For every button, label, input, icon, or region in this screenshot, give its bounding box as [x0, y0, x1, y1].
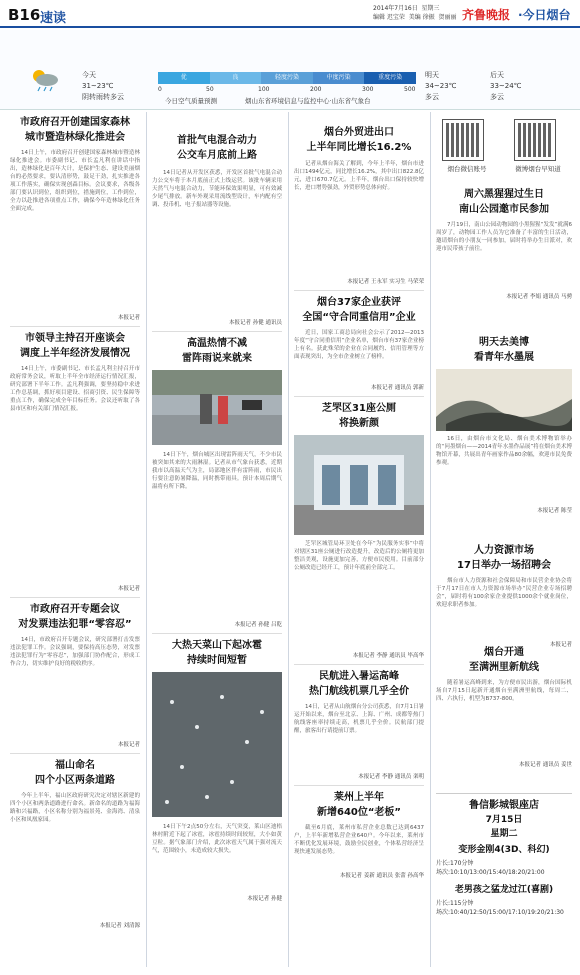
- qr-caption-wechat: 烟台微信账号: [447, 165, 487, 173]
- article-reporter: 本报记者 通讯员 郭新: [371, 385, 424, 391]
- film-info: 片长:115分钟 场次:10:40/12:50/15:00/17:10/19:20/21:30: [436, 900, 564, 916]
- article-reporter: 本报记者: [549, 642, 572, 648]
- issue-meta: [373, 4, 456, 22]
- tomorrow-temp: 34~23℃: [425, 82, 457, 90]
- article-title: 高温热情不减 雷阵雨说来就来: [182, 338, 252, 364]
- article-body: 14日，市政府召开专题会议，研究部署打击发票违法犯罪工作。会议强调，要保持高压态势，对发票违法犯罪行为“零容忍”，加强部门协作配合，形成工作合力，切实维护良好的税收秩序。: [10, 637, 140, 667]
- article-body: 芝罘区城管局环卫处在今年“为民服务实事”中将对辖区31座公厕进行改造提升，改造后的公厕将更加整洁美观，设施更加完善，方便市民使用。目前部分公厕改造已经开工，预计年底前全部完工。: [294, 541, 424, 571]
- cinema-schedule: [436, 793, 572, 917]
- thunderstorm-icon: [30, 68, 60, 92]
- aqi-tick: 50: [206, 86, 214, 93]
- column-2: [152, 115, 282, 903]
- article-reporter: 本报记者: [117, 586, 140, 592]
- article-reporter: 本报记者: [117, 742, 140, 748]
- divider: [294, 785, 424, 786]
- today-label: 今天: [82, 71, 96, 79]
- aqi-level-excellent: 优: [158, 72, 210, 84]
- article-title: 市政府召开创建国家森林 城市暨造林绿化推进会: [20, 117, 130, 143]
- column-divider: [146, 112, 147, 967]
- toilet-photo: [294, 435, 424, 535]
- article-reporter: 本报记者 孙健: [247, 896, 282, 902]
- cinema-weekday: 星期二: [490, 829, 518, 839]
- article-title: 大热天菜山下起冰雹 持续时间短暂: [172, 640, 262, 666]
- divider: [152, 331, 282, 332]
- qr-code-wechat[interactable]: [442, 119, 484, 161]
- article: [436, 645, 572, 769]
- ink-painting-photo: [436, 369, 572, 431]
- station-label: 烟山东省环境信息与监控中心·山东省气象台: [245, 97, 371, 105]
- divider: [10, 597, 140, 598]
- weather-today: [82, 70, 124, 103]
- article-reporter: 本报记者 孙健 吕乾: [234, 622, 282, 628]
- aqi-tick: 100: [258, 86, 270, 93]
- tomorrow-desc: 多云: [425, 93, 439, 101]
- qr-code-weibo[interactable]: [514, 119, 556, 161]
- rain-scene-image: [152, 370, 282, 445]
- article-title: 人力资源市场 17日举办一场招聘会: [457, 545, 551, 571]
- article: [436, 187, 572, 301]
- after-label: 后天: [490, 71, 504, 79]
- article-reporter: 本报记者 陈莹: [537, 508, 572, 514]
- article-body: 7月19日，南山公园动物园的小黑猩猩“发发”就满6周岁了，动物园工作人员为它准备了丰富的生日活动，邀请烟台的小朋友一同参加，届时将举办生日派对，欢迎市民带孩子前往。: [436, 222, 572, 252]
- divider: [10, 326, 140, 327]
- article-reporter: 本报记者 李娟 通讯员 马骋: [506, 294, 572, 300]
- aqi-bar: [158, 72, 416, 84]
- after-temp: 33~24℃: [490, 82, 522, 90]
- article-body: 14日上午，市政府召开创建国家森林城市暨造林绿化推进会。市委副书记、市长孟凡利在讲话中指出，造林绿化是百年大计，是保护生态、建设美丽烟台的必然要求，要认清形势，鼓足干劲，扎实推进各项工作落实，确保实现创森目标。会议要求，各级各部门要认识到位，组织到位，措施到位，工作到位，全力以赴推进各项重点工作，确保今年造林绿化任务全面完成。: [10, 150, 140, 212]
- article-body: 今年上半年，福山区政府研究决定对辖区新建的四个小区和两条道路进行命名。新命名的道路为福海路和兴福路，小区名称分别为福景苑、金海湾、清泉小区和凤凰家园。: [10, 793, 140, 823]
- film-title: 老男孩之猛龙过江(喜剧): [454, 885, 554, 895]
- weather-tomorrow: [425, 70, 457, 103]
- article: [10, 331, 140, 593]
- divider: [294, 290, 424, 291]
- rain-photo: [152, 370, 282, 445]
- aqi-tick: 200: [310, 86, 322, 93]
- article-body: 14日下午2点50分左右，天气突变，莱山区迪梧林村附近下起了冰雹，冰雹持续时间较短，大小如黄豆粒。据气象部门介绍，此次冰雹天气属于强对流天气，范围较小，未造成较大损失。: [152, 824, 282, 854]
- article-reporter: 本报记者 刘清源: [99, 923, 140, 929]
- brand-sub: ·今日烟台: [518, 8, 571, 22]
- cinema-name: 鲁信影城银座店: [469, 800, 539, 811]
- cinema-date: 7月15日: [485, 815, 523, 825]
- hail-ground-image: [152, 672, 282, 817]
- article-title: 市领导主持召开座谈会 调度上半年经济发展情况: [20, 333, 130, 359]
- article-body: 近日，国家工商总局向社会公示了2012—2013年度“守合同重信用”企业名单，烟台市有37家企业榜上有名。获此殊荣的企业在合同履约、信用管理等方面表现突出，为全市企业树立了榜样。: [294, 330, 424, 360]
- article-title: 首批气电混合动力 公交车月底前上路: [177, 135, 257, 161]
- article-title: 烟台外贸进出口 上半年同比增长16.2%: [306, 127, 412, 153]
- article: [152, 133, 282, 327]
- aqi-level-good: 良: [210, 72, 262, 84]
- article: [10, 758, 140, 930]
- article-reporter: 本报记者 通讯员 姜世: [519, 762, 572, 768]
- brand-logo: 齐鲁晚报: [462, 8, 511, 22]
- article: [294, 669, 424, 781]
- article-body: 14日上午，市委副书记、市长孟凡利主持召开市政府常务会议，听取上半年全市经济运行情况汇报，研究部署下半年工作。孟凡利强调，要坚持稳中求进工作总基调，抓好项目建设、招商引资、民生保障等重点工作，确保完成全年目标任务。会议还听取了各县市区和有关部门情况汇报。: [10, 366, 140, 412]
- after-desc: 多云: [490, 93, 504, 101]
- article-body: 16日，由烟台市文化局、烟台美术博物馆举办的“问墨烟台——2014青年水墨作品展”将在烟台美术博物馆开幕，共展出青年画家作品80余幅，欢迎市民免费参观。: [436, 436, 572, 466]
- article-title: 民航进入暑运高峰 热门航线机票几乎全价: [309, 671, 409, 697]
- article-title: 烟台开通 至满洲里新航线: [469, 647, 539, 673]
- article-title: 市政府召开专题会议 对发票违法犯罪“零容忍”: [18, 604, 132, 630]
- ink-painting-image: [436, 369, 572, 431]
- aqi-level-light: 轻度污染: [261, 72, 313, 84]
- article-body: 14日记者从开发区获悉，开发区首批气电混合动力公交车将于本月底前正式上线运营。该批车辆采用天然气与电混合动力，节能环保效果明显，可有效减少尾气排放。新车外观采用流线型设计，车内配有空调、投币机、电子报站器等设施。: [152, 170, 282, 208]
- today-desc: 阴转雨转多云: [82, 93, 124, 101]
- article: [10, 602, 140, 749]
- article: [10, 115, 140, 322]
- public-toilet-image: [294, 435, 424, 535]
- article-body: 14日下午，烟台城区出现雷阵雨天气，不少市民被突如其来的大雨淋湿。记者从市气象台获悉，近期我市以高温天气为主，局部地区伴有雷阵雨，市民出行要注意防暑降温，同时携带雨具。预计本周后期气温将有所下降。: [152, 452, 282, 490]
- divider: [294, 396, 424, 397]
- hail-photo: [152, 672, 282, 817]
- article-reporter: 本报记者 孙健 通讯员: [229, 320, 282, 326]
- column-divider: [288, 112, 289, 967]
- article-reporter: 本报记者 李静 通讯员 栾明: [358, 774, 424, 780]
- article-body: 随着暑运高峰到来，为方便市民出游，烟台国际机场自7月15日起新开通烟台至满洲里航线，每周二、四、六执行，机型为B737-800。: [436, 680, 572, 702]
- column-4: [436, 115, 572, 965]
- article-title: 周六黑猩猩过生日 南山公园邀市民参加: [459, 189, 549, 215]
- page-header: [0, 0, 580, 28]
- article: [294, 401, 424, 660]
- article: [436, 543, 572, 649]
- article-title: 明天去美博 看青年水墨展: [474, 337, 534, 363]
- today-temp: 31~23℃: [82, 82, 114, 90]
- editor-line: 编辑 迟宝荣 美编 徐振 贺丽丽: [373, 14, 457, 21]
- tomorrow-label: 明天: [425, 71, 439, 79]
- article-reporter: 本报记者 王永军 实习生 马荣荣: [347, 279, 424, 285]
- article: [436, 335, 572, 515]
- article: [152, 638, 282, 903]
- article-title: 芝罘区31座公厕 将换新颜: [322, 403, 396, 429]
- article-title: 莱州上半年 新增640位“老板”: [316, 792, 402, 818]
- column-3: [294, 115, 424, 880]
- divider: [294, 664, 424, 665]
- article-title: 福山命名 四个小区两条道路: [35, 760, 115, 786]
- article: [294, 125, 424, 286]
- film-info: 片长:170分钟 场次:10:10/13:00/15:40/18:20/21:00: [436, 860, 545, 876]
- film-title: 变形金刚4(3D、科幻): [458, 845, 550, 855]
- divider: [10, 753, 140, 754]
- weather-after: [490, 70, 522, 103]
- aqi-tick: 300: [362, 86, 374, 93]
- section-title: 速读: [40, 11, 67, 26]
- aqi-tick: 0: [158, 86, 162, 93]
- article-reporter: 本报记者: [117, 315, 140, 321]
- aqi-tick: 500: [404, 86, 416, 93]
- article-body: 烟台市人力资源和社会保障局和市民营企业协会将于7月17日在市人力资源市场举办“民营企业专场招聘会”，届时将有100余家企业提供1000余个就业岗位，欢迎求职者参加。: [436, 578, 572, 608]
- article: [294, 295, 424, 392]
- article-reporter: 本报记者 李静 通讯员 毕高华: [352, 653, 424, 659]
- page-number: B16: [8, 6, 41, 24]
- article-body: 记者从烟台海关了解到，今年上半年，烟台市进出口1494亿元，同比增长16.2%，其中出口822.8亿元，进口670.7亿元。上半年，烟台出口保持较快增长，进口增势强劲，外贸形势总体向好。: [294, 161, 424, 191]
- aqi-label: 今日空气质量预测: [165, 97, 217, 105]
- article-body: 14日，记者从山航烟台分公司获悉，自7月1日暑运开始以来，烟台至北京、上海、广州、成都等热门航线客座率持续走高，机票几乎全价。民航部门提醒，旅客出行请提前订票。: [294, 704, 424, 734]
- aqi-level-heavy: 重度污染: [364, 72, 416, 84]
- column-1: [10, 115, 140, 930]
- date-line: 2014年7月16日 星期三: [373, 5, 440, 12]
- aqi-level-moderate: 中度污染: [313, 72, 365, 84]
- article: [294, 790, 424, 880]
- qr-caption-weibo: 微博烟台早知道: [515, 165, 561, 173]
- article-body: 截至6月底，莱州市私营企业总数已达到6437户，上半年新增私营企业640户。今年以来，莱州市不断优化发展环境，鼓励全民创业，个体私营经济呈现快速发展态势。: [294, 825, 424, 855]
- divider: [152, 633, 282, 634]
- column-divider: [430, 112, 431, 967]
- article-title: 烟台37家企业获评 全国“守合同重信用”企业: [302, 297, 416, 323]
- article-reporter: 本报记者 姜新 通讯员 张蕾 孙高华: [340, 873, 424, 879]
- article: [152, 336, 282, 629]
